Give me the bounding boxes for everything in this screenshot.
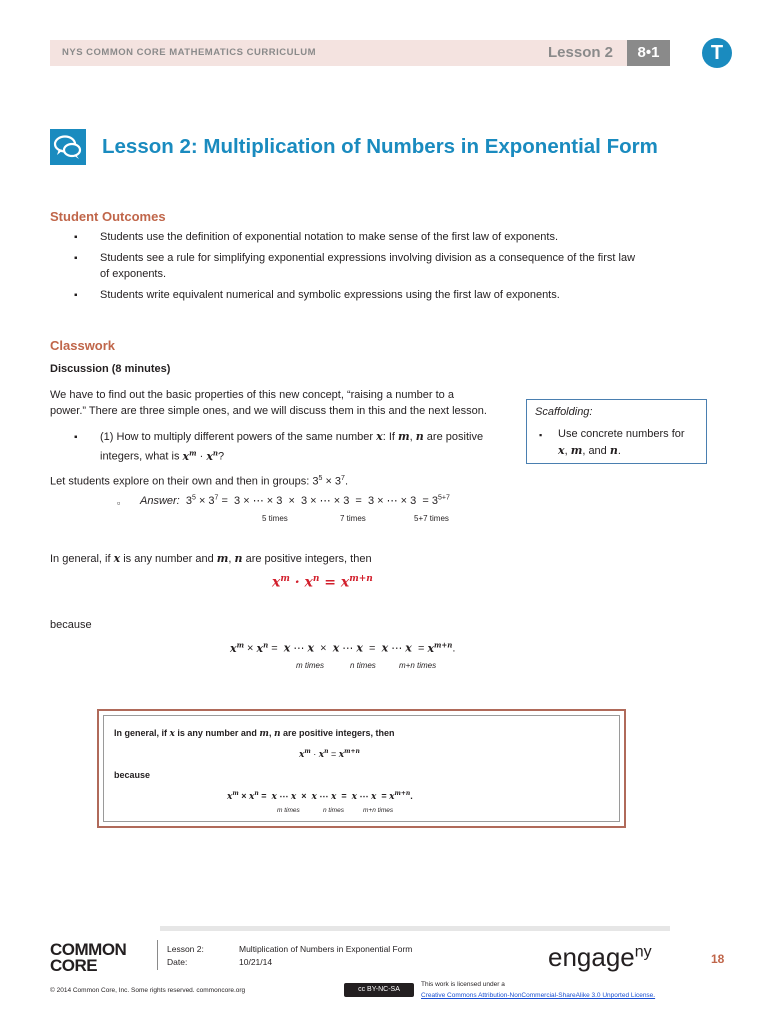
intro-line: power.” There are three simple ones, and we will discuss them in this and the next lesson. xyxy=(50,405,487,417)
common-core-logo: COMMON CORE xyxy=(50,940,127,975)
bullet-icon: ▪ xyxy=(74,253,78,264)
page-title: Lesson 2: Multiplication of Numbers in Exponential Form xyxy=(102,135,658,158)
hollow-bullet-icon: ▫ xyxy=(117,498,121,508)
outcome-item: Students use the definition of exponential notation to make sense of the first law of exponents. xyxy=(100,231,559,243)
module-label: 8•1 xyxy=(627,40,670,66)
outcome-item: Students write equivalent numerical and symbolic expressions using the first law of exponents. xyxy=(100,289,560,301)
lesson-label: Lesson 2 xyxy=(548,44,614,61)
under-label: m+n times xyxy=(399,661,437,670)
page-number: 18 xyxy=(711,952,725,966)
speech-bubbles-icon xyxy=(50,129,86,165)
bullet-icon: ▪ xyxy=(74,432,78,443)
footer-divider xyxy=(157,940,158,970)
question-line: integers, what is $x^m \cdot x^n$? xyxy=(100,448,225,463)
footer-date-label: Date: xyxy=(167,957,188,967)
question-line: (1) How to multiply different powers of the same number x: If m, n are positive xyxy=(100,430,484,443)
copyright: © 2014 Common Core, Inc. Some rights reserved. commoncore.org xyxy=(50,987,246,994)
footer-lesson-value: Multiplication of Numbers in Exponential Form xyxy=(239,944,413,954)
license-link[interactable]: Creative Commons Attribution-NonCommercial-ShareAlike 3.0 Unported License. xyxy=(421,992,656,999)
license-text: This work is licensed under a xyxy=(421,981,505,988)
because-equation: $x^m \times x^n = x$ ⋯ x × x ⋯ x = x ⋯ $x = x^{m+n}$. xyxy=(230,640,456,655)
under-label: m times xyxy=(296,661,324,670)
teacher-badge: T xyxy=(702,38,732,68)
scaffolding-label: Scaffolding: xyxy=(535,406,593,418)
outcome-item: of exponents. xyxy=(100,268,167,280)
box-under-label: n times xyxy=(323,807,344,814)
bullet-icon: ▪ xyxy=(74,232,78,243)
under-label: n times xyxy=(350,661,376,670)
answer-equation: Answer: $3^5 \times 3^7 = 3$ × ⋯ × 3 × 3 × ⋯ × 3 = 3 × ⋯ × $3 = 3^{5+7}$ xyxy=(140,494,450,507)
footer-bar xyxy=(160,926,670,931)
cc-license-badge: cc BY-NC-SA xyxy=(344,983,414,997)
box-under-label: m times xyxy=(277,807,300,814)
box-under-label: m+n times xyxy=(363,807,394,814)
student-materials-box xyxy=(97,709,626,828)
box-equation: $x^m \cdot x^n = x^{m+n}$ xyxy=(299,748,360,760)
outcomes-heading: Student Outcomes xyxy=(50,209,166,224)
box-general-line: In general, if x is any number and m, n are positive integers, then xyxy=(114,728,395,739)
general-line: In general, if x is any number and m, n are positive integers, then xyxy=(50,552,372,565)
scaffolding-item: x, m, and n. xyxy=(558,444,621,457)
footer-date-value: 10/21/14 xyxy=(239,957,273,967)
because-label: because xyxy=(50,619,92,631)
scaffolding-item: Use concrete numbers for xyxy=(558,428,685,440)
discussion-heading: Discussion (8 minutes) xyxy=(50,363,171,375)
scaffolding-box xyxy=(526,399,707,464)
first-law-equation: $x^m \cdot x^n = x^{m+n}$ xyxy=(272,574,373,591)
explore-line: Let students explore on their own and then in groups: $3^5 \times 3^7$. xyxy=(50,475,349,488)
bullet-icon: ▪ xyxy=(539,430,543,440)
under-label: 5 times xyxy=(262,514,288,523)
intro-line: We have to find out the basic properties of this new concept, “raising a number to a xyxy=(50,389,454,401)
under-label: 7 times xyxy=(340,514,366,523)
engageny-logo: engage$^{ny}$ xyxy=(548,942,652,972)
outcome-item: Students see a rule for simplifying exponential expressions involving division as a consequence of the first law xyxy=(100,252,636,264)
curriculum-label: NYS COMMON CORE MATHEMATICS CURRICULUM xyxy=(62,47,317,58)
box-because-label: because xyxy=(114,770,151,780)
footer-lesson-label: Lesson 2: xyxy=(167,944,204,954)
classwork-heading: Classwork xyxy=(50,338,116,353)
under-label: 5+7 times xyxy=(414,514,449,523)
bullet-icon: ▪ xyxy=(74,290,78,301)
box-because-equation: $x^m \times x^n = x$ ⋯ x × x ⋯ x = x ⋯ $x = x^{m+n}$. xyxy=(227,790,413,802)
